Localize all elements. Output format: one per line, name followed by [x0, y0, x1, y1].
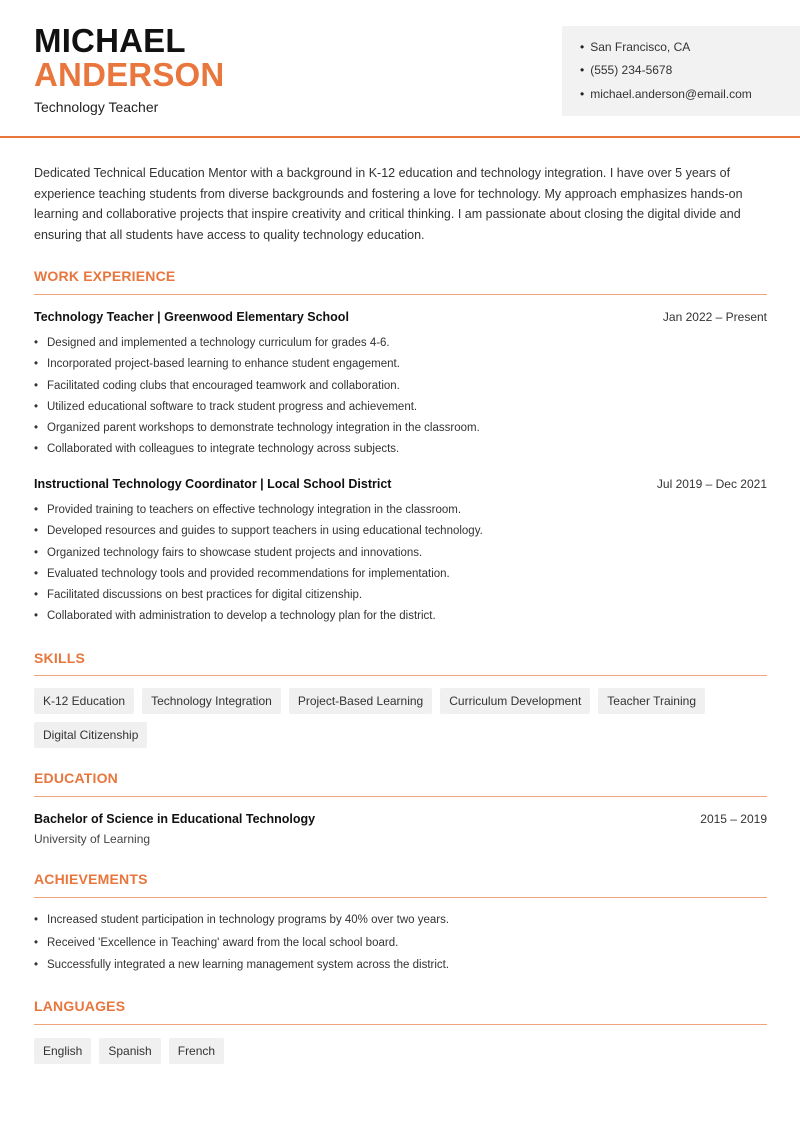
language-tag: French: [169, 1038, 224, 1064]
list-item: • Evaluated technology tools and provided recommendations for implementation.: [34, 567, 483, 588]
list-item: • Incorporated project-based learning to enhance student engagement.: [34, 357, 480, 378]
job-bullets: [34, 336, 480, 464]
list-item: • Collaborated with colleagues to integrate technology across subjects.: [34, 442, 480, 463]
list-item: • Collaborated with administration to develop a technology plan for the district.: [34, 609, 483, 630]
skills-tags: [34, 688, 774, 748]
list-item: • Facilitated coding clubs that encouraged teamwork and collaboration.: [34, 379, 480, 400]
resume-header: [0, 0, 800, 138]
list-item: • Increased student participation in technology programs by 40% over two years.: [34, 913, 449, 936]
achievements-section-title: ACHIEVEMENTS: [34, 871, 148, 887]
summary: Dedicated Technical Education Mentor with a background in K-12 education and technology integration. I have over 5 years of experience teaching students from diverse backgrounds and fostering a love for technology. My approach emphasizes hands-on learning and collaborative projects that inspire creativity and critical thinking. I am passionate about closing the digital divide and ensuring that all students have access to quality technology education.: [34, 166, 743, 243]
list-item: • Designed and implemented a technology curriculum for grades 4-6.: [34, 336, 480, 357]
job-dates: Jan 2022 – Present: [662, 310, 767, 324]
languages-section-title: LANGUAGES: [34, 998, 126, 1014]
job-bullets: [34, 503, 483, 631]
list-item: • Successfully integrated a new learning management system across the district.: [34, 958, 449, 981]
contact-email[interactable]: • michael.anderson@email.com: [580, 87, 752, 101]
list-item: • Organized technology fairs to showcase student projects and innovations.: [34, 546, 483, 567]
skill-tag: Teacher Training: [598, 688, 705, 714]
contact-box: [562, 26, 800, 116]
achievement-bullets: [34, 913, 449, 981]
list-item: • Developed resources and guides to support teachers in using educational technology.: [34, 524, 483, 545]
education-section-title: EDUCATION: [34, 770, 118, 786]
school: University of Learning: [34, 832, 151, 846]
skill-tag: K-12 Education: [34, 688, 134, 714]
list-item: • Facilitated discussions on best practices for digital citizenship.: [34, 588, 483, 609]
list-item: • Organized parent workshops to demonstrate technology integration in the classroom.: [34, 421, 480, 442]
job-heading: Instructional Technology Coordinator | Local School District: [34, 477, 392, 491]
language-tags: [34, 1038, 774, 1064]
section-divider: [34, 675, 767, 676]
list-item: • Received 'Excellence in Teaching' award from the local school board.: [34, 936, 449, 959]
work-section-title: WORK EXPERIENCE: [34, 268, 176, 284]
skill-tag: Curriculum Development: [440, 688, 590, 714]
education-dates: 2015 – 2019: [700, 812, 767, 826]
section-divider: [34, 294, 767, 295]
degree: Bachelor of Science in Educational Technology: [34, 812, 316, 826]
contact-location: • San Francisco, CA: [580, 40, 690, 54]
last-name: ANDERSON: [34, 56, 225, 93]
contact-phone: • (555) 234-5678: [580, 63, 672, 77]
list-item: • Utilized educational software to track student progress and achievement.: [34, 400, 480, 421]
list-item: • Provided training to teachers on effective technology integration in the classroom.: [34, 503, 483, 524]
section-divider: [34, 1024, 767, 1025]
skill-tag: Technology Integration: [142, 688, 281, 714]
section-divider: [34, 796, 767, 797]
skills-section-title: SKILLS: [34, 650, 85, 666]
job-dates: Jul 2019 – Dec 2021: [656, 477, 767, 491]
section-divider: [34, 897, 767, 898]
first-name: MICHAEL: [34, 22, 186, 59]
skill-tag: Digital Citizenship: [34, 722, 147, 748]
job-heading: Technology Teacher | Greenwood Elementary School: [34, 310, 349, 324]
language-tag: English: [34, 1038, 91, 1064]
skill-tag: Project-Based Learning: [289, 688, 432, 714]
language-tag: Spanish: [99, 1038, 160, 1064]
job-title: Technology Teacher: [34, 99, 159, 115]
